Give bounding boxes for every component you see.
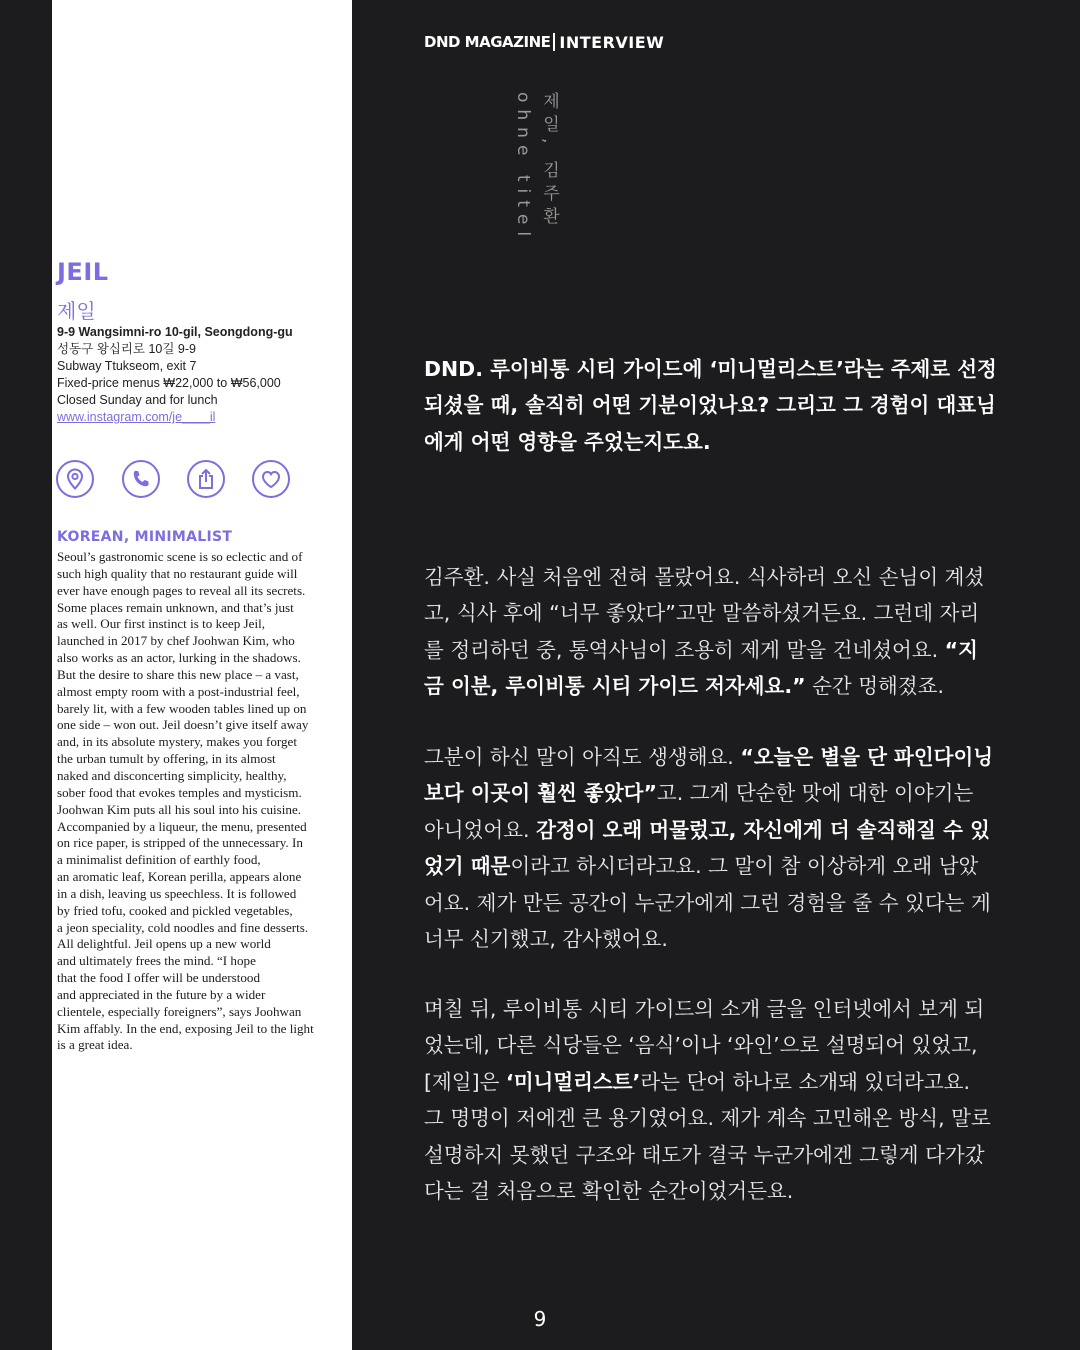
- answer-line: 너무 신기했고, 감사했어요.: [424, 926, 668, 951]
- answer-line: 어요. 제가 만든 공간이 누군가에게 그런 경험을 줄 수 있다는 게: [424, 890, 991, 915]
- description-line: naked and disconcerting simplicity, healthy,: [57, 767, 287, 783]
- description-line: barely lit, with a few wooden tables lined up on: [57, 700, 307, 716]
- description-line: and appreciated in the future by a wider: [57, 986, 266, 1002]
- answer-line: 었는데, 다른 식당들은 ‘음식’이나 ‘와인’으로 설명되어 있었고,: [424, 1033, 978, 1058]
- answer-text: [제일]은: [424, 1069, 506, 1094]
- description-line: ever have enough pages to reveal all its secrets.: [57, 582, 306, 598]
- description-line: in a dish, leaving us speechless. It is followed: [57, 885, 297, 901]
- description-line: almost empty room with a post-industrial feel,: [57, 683, 300, 699]
- description-line: and ultimately frees the mind. “I hope: [57, 953, 256, 969]
- artwork-caption-korean: 제일, 김주환: [539, 92, 559, 230]
- answer-emphasis: ‘미니멀리스트’: [505, 1069, 641, 1094]
- artwork-caption-title: ohne titel: [513, 92, 533, 244]
- answer-text: 사실 처음엔 전혀 몰랐어요. 식사하러 오신 손님이 계셨: [489, 565, 985, 589]
- restaurant-description: [57, 549, 347, 1054]
- answer-line: 그 명명이 저에겐 큰 용기였어요. 제가 계속 고민해온 방식, 말로: [424, 1106, 991, 1131]
- answer-emphasis: 었기 때문: [424, 854, 511, 879]
- description-line: on rice paper, is stripped of the unnecessary. In: [57, 835, 303, 851]
- description-line: the urban tumult by offering, in its almost: [57, 751, 276, 767]
- price-info: Fixed-price menus ₩22,000 to ₩56,000: [57, 376, 281, 390]
- heart-icon[interactable]: [252, 460, 290, 498]
- description-line: Some places remain unknown, and that’s just: [57, 599, 294, 615]
- description-line: All delightful. Jeil opens up a new world: [57, 936, 271, 952]
- description-line: sober food that evokes temples and mysticism.: [57, 784, 302, 800]
- guide-page-image: [52, 0, 352, 1350]
- answer-line: 고, 식사 후에 “너무 좋았다”고만 말씀하셨거든요. 그런데 자리: [424, 601, 980, 626]
- description-line: a jeon speciality, cold noodles and fine desserts.: [57, 919, 309, 935]
- magazine-header: [424, 31, 664, 53]
- description-line: Kim affably. In the end, exposing Jeil to the light: [57, 1020, 314, 1036]
- description-line: as well. Our first instinct is to keep Jeil,: [57, 616, 266, 632]
- description-line: and, in its absolute mystery, makes you forget: [57, 734, 298, 750]
- restaurant-category: KOREAN, MINIMALIST: [57, 529, 233, 545]
- description-line: But the desire to share this new place – a vast,: [57, 666, 299, 682]
- description-line: is a great idea.: [57, 1037, 133, 1053]
- speaker-name: 김주환.: [424, 565, 490, 589]
- answer-line: 다는 걸 처음으로 확인한 순간이었거든요.: [424, 1178, 794, 1203]
- question-line: 되셨을 때, 솔직히 어떤 기분이었나요? 그리고 그 경험이 대표님: [424, 393, 996, 418]
- description-line: clientele, especially foreigners”, says Joohwan: [57, 1003, 302, 1019]
- share-icon[interactable]: [187, 460, 225, 498]
- answer-paragraph-1: [424, 559, 1014, 705]
- answer-paragraph-3: [424, 991, 1014, 1209]
- answer-emphasis: 감정이 오래 머물렀고, 자신에게 더 솔직해질 수 있: [536, 817, 990, 842]
- page-number: 9: [533, 1307, 547, 1331]
- answer-text: 순간 멍해졌죠.: [805, 674, 944, 699]
- description-line: Joohwan Kim puts all his soul into his cuisine.: [57, 801, 302, 817]
- restaurant-korean-name: 제일: [57, 299, 96, 323]
- restaurant-info: [57, 324, 347, 426]
- question-line: 에게 어떤 영향을 주었는지도요.: [424, 429, 711, 454]
- answer-text: 고. 그게 단순한 맛에 대한 이야기는: [656, 781, 974, 806]
- description-line: such high quality that no restaurant guide will: [57, 565, 298, 581]
- hours-info: Closed Sunday and for lunch: [57, 393, 218, 407]
- question-line: DND. 루이비통 시티 가이드에 ‘미니멀리스트’라는 주제로 선정: [424, 357, 997, 381]
- description-line: Accompanied by a liqueur, the menu, presented: [57, 818, 307, 834]
- answer-quote: 금 이분, 루이비통 시티 가이드 저자세요.”: [424, 674, 806, 699]
- answer-text: 를 정리하던 중, 통역사님이 조용히 제게 말을 건네셨어요.: [424, 637, 945, 662]
- answer-quote: “오늘은 별을 단 파인다이닝: [740, 745, 994, 769]
- answer-paragraph-2: [424, 739, 1014, 957]
- description-line: a minimalist definition of earthly food,: [57, 852, 261, 868]
- answer-line: 설명하지 못했던 구조와 태도가 결국 누군가에겐 그렇게 다가갔: [424, 1142, 985, 1167]
- address: 9-9 Wangsimni-ro 10-gil, Seongdong-gu: [57, 325, 293, 339]
- answer-quote: “지: [944, 637, 978, 662]
- interview-question: [424, 351, 1014, 460]
- instagram-link[interactable]: www.instagram.com/je____il: [57, 410, 216, 424]
- location-pin-icon[interactable]: [56, 460, 94, 498]
- description-line: Seoul’s gastronomic scene is so eclectic and of: [57, 549, 303, 564]
- guide-action-icons: [56, 460, 306, 504]
- answer-text: 이라고 하시더라고요. 그 말이 참 이상하게 오래 남았: [510, 854, 979, 879]
- subway-info: Subway Ttukseom, exit 7: [57, 359, 197, 373]
- answer-text: 그분이 하신 말이 아직도 생생해요.: [424, 745, 741, 769]
- answer-quote: 보다 이곳이 훨씬 좋았다”: [424, 781, 657, 806]
- answer-line: 며칠 뒤, 루이비통 시티 가이드의 소개 글을 인터넷에서 보게 되: [424, 997, 985, 1021]
- korean-address: 성동구 왕십리로 10길 9-9: [57, 342, 196, 356]
- description-line: that the food I offer will be understood: [57, 970, 261, 986]
- description-line: by fried tofu, cooked and pickled vegetables,: [57, 902, 293, 918]
- section-title: INTERVIEW: [559, 32, 665, 52]
- answer-text: 라는 단어 하나로 소개돼 있더라고요.: [640, 1069, 970, 1094]
- description-line: launched in 2017 by chef Joohwan Kim, who: [57, 633, 295, 649]
- description-line: one side – won out. Jeil doesn’t give itself away: [57, 717, 309, 733]
- answer-text: 아니었어요.: [424, 817, 537, 842]
- description-line: an aromatic leaf, Korean perilla, appears alone: [57, 869, 302, 885]
- restaurant-name: JEIL: [57, 258, 109, 286]
- magazine-title: DND MAGAZINE: [424, 33, 551, 51]
- description-line: also works as an actor, lurking in the shadows.: [57, 650, 301, 666]
- phone-icon[interactable]: [122, 460, 160, 498]
- header-divider: [553, 33, 555, 51]
- left-dark-margin: [0, 0, 52, 1350]
